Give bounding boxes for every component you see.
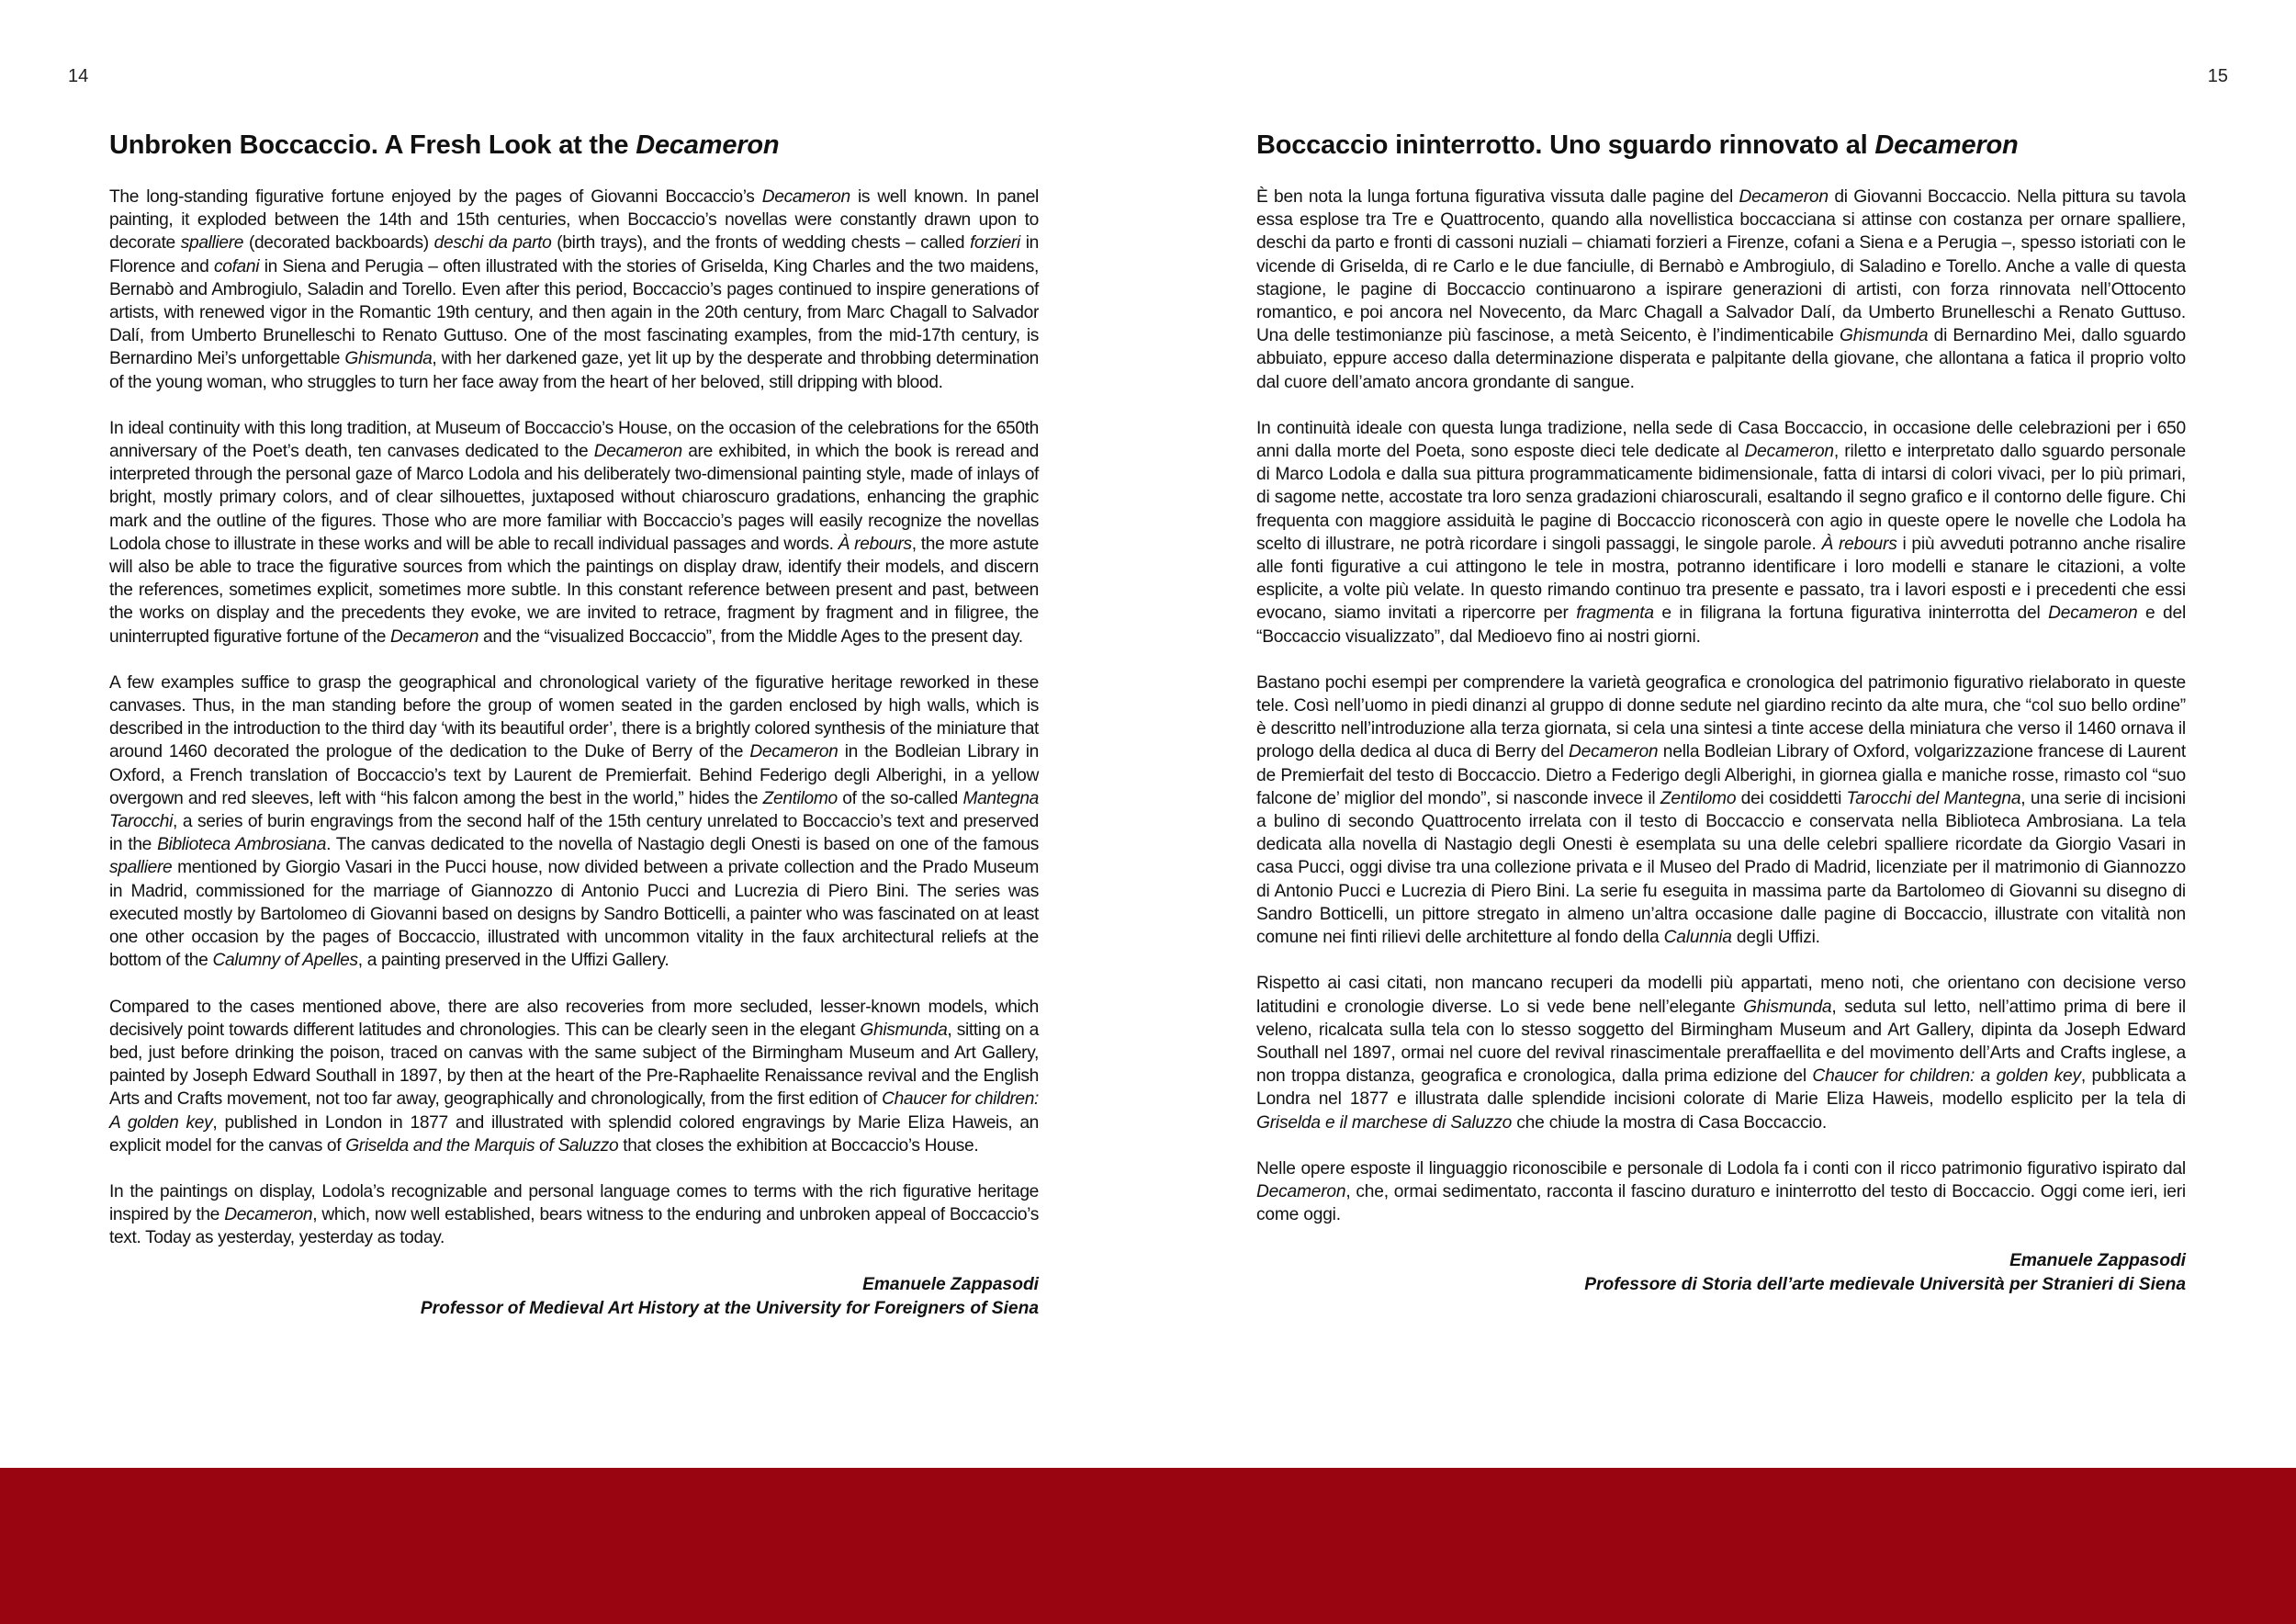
english-text: , with her darkened gaze, yet lit up by the desperate and throbbing determination of the young woman, who struggles to turn her face away from the heart of her beloved, still dripping with blood. (109, 349, 1039, 392)
italian-text: , riletto e interpretato dallo sguardo personale di Marco Lodola e dalla sua pittura programmaticamente bidimensionale, fatta di intarsi di colori vivaci, per lo più primari, di sagome nette, accostate tra loro senza gradazioni chiaroscurali, esaltando il segno grafico e il contorno delle figure. Chi frequenta con maggiore assiduità le pagine di Boccaccio riconoscerà con agio in queste opere le novelle che Lodola ha scelto di illustrare, ne potrà ricordare i singoli passaggi, le singole parole. (1256, 442, 2186, 554)
english-paragraph (109, 671, 1039, 973)
english-text: Compared to the cases mentioned above, there are also recoveries from more secluded, lesser-known models, which decisively point towards different latitudes and chronologies. This can be clearly seen in the elegant (109, 997, 1039, 1040)
english-text: , a series of burin engravings from the second half of the 15th century unrelated to Boccaccio’s text and preserved in the (109, 812, 1039, 855)
english-text: The long-standing figurative fortune enjoyed by the pages of Giovanni Boccaccio’s (109, 187, 762, 207)
english-text: in the Bodleian Library in Oxford, a French translation of Boccaccio’s text by Laurent de Premierfait. Behind Federigo degli Alberighi, in a yellow overgown and red sleeves, left with “his falcon among the best in the world,” hides the (109, 742, 1039, 808)
italian-italic-text: Calunnia (1663, 928, 1732, 948)
italian-text: In continuità ideale con questa lunga tradizione, nella sede di Casa Boccaccio, in occasione delle celebrazioni per i 650 anni dalla morte del Poeta, sono esposte dieci tele dedicate al (1256, 418, 2186, 462)
italian-text: È ben nota la lunga fortuna figurativa vissuta dalle pagine del (1256, 187, 1739, 207)
english-text: of the so-called (837, 788, 963, 808)
english-italic-text: Griselda and the Marquis of Saluzzo (345, 1135, 619, 1156)
english-italic-text: forzieri (970, 233, 1020, 254)
english-title-text: Unbroken Boccaccio. A Fresh Look at the (109, 130, 636, 160)
english-italic-text: Calumny of Apelles (212, 951, 358, 971)
english-text: and the “visualized Boccaccio”, from the Middle Ages to the present day. (478, 626, 1023, 647)
italian-paragraph (1256, 417, 2186, 648)
italian-text: che chiude la mostra di Casa Boccaccio. (1512, 1112, 1828, 1133)
english-italic-text: cofani (214, 256, 260, 276)
italian-text: e in filigrana la fortuna figurativa ininterrotta del (1653, 603, 2049, 624)
italian-title-text: Boccaccio ininterrotto. Uno sguardo rinnovato al (1256, 130, 1875, 160)
page-number-left: 14 (68, 66, 89, 86)
italian-italic-text: Decameron (1569, 742, 1659, 762)
italian-text: Nelle opere esposte il linguaggio riconoscibile e personale di Lodola fa i conti con il ricco patrimonio figurativo ispirato dal (1256, 1158, 2186, 1179)
italian-italic-text: Griselda e il marchese di Saluzzo (1256, 1112, 1513, 1133)
english-paragraph (109, 996, 1039, 1157)
english-text: . The canvas dedicated to the novella of Nastagio degli Onesti is based on one of the famous (326, 835, 1039, 855)
english-italic-text: Biblioteca Ambrosiana (157, 835, 327, 855)
italian-text: nella Bodleian Library of Oxford, volgarizzazione francese di Laurent de Premierfait del testo di Boccaccio. Dietro a Federigo degli Alberighi, in giornea gialla e maniche rosse, rimasto col “suo falcone de’ miglior del mondo”, si nasconde invece il (1256, 742, 2186, 808)
italian-italic-text: Decameron (1739, 187, 1829, 207)
italian-italic-text: Decameron (2048, 603, 2138, 624)
english-text: mentioned by Giorgio Vasari in the Pucci house, now divided between a private collection and the Prado Museum in Madrid, commissioned for the marriage of Giannozzo di Antonio Pucci and Lucrezia di Piero Bini. The series was executed mostly by Bartolomeo di Giovanni based on designs by Sandro Botticelli, a painter who was fascinated on at least one other occasion by the pages of Boccaccio, illustrated with uncommon vitality in the faux architectural reliefs at the bottom of the (109, 858, 1039, 971)
english-text: A few examples suffice to grasp the geographical and chronological variety of the figurative heritage reworked in these canvases. Thus, in the man standing before the group of women seated in the garden enclosed by high walls, which is described in the introduction to the third day ‘with its beautiful order’, there is a brightly colored synthesis of the miniature that around 1460 decorated the prologue of the dedication to the Duke of Berry of the (109, 672, 1039, 762)
italian-text: Rispetto ai casi citati, non mancano recuperi da modelli più appartati, meno noti, che orientano con decisione verso latitudini e cronologie diverse. Lo si vede bene nell’elegante (1256, 974, 2186, 1017)
english-italic-text: Decameron (761, 187, 850, 207)
english-text: that closes the exhibition at Boccaccio’s House. (618, 1135, 979, 1156)
english-text: , published in London in 1877 and illustrated with splendid colored engravings by Marie Eliza Haweis, an explicit model for the canvas of (109, 1112, 1039, 1156)
english-italic-text: Ghismunda (860, 1020, 948, 1040)
italian-italic-text: Decameron (1256, 1181, 1346, 1201)
english-italic-text: Ghismunda (344, 349, 433, 369)
italian-text: , pubblicata a Londra nel 1877 e illustrata dalle splendide incisioni colorate di Marie Eliza Haweis, modello esplicito per la tela di (1256, 1066, 2186, 1110)
english-text: , which, now well established, bears witness to the enduring and unbroken appeal of Boccaccio’s text. Today as yesterday, yesterday as today. (109, 1205, 1039, 1248)
italian-signature (1256, 1249, 2186, 1297)
italian-text: di Bernardino Mei, dallo sguardo abbuiato, eppure acceso dalla determinazione disperata e palpitante della giovane, che allontana a fatica il proprio volto dal cuore dell’amato ancora grondante di sangue. (1256, 326, 2186, 392)
english-paragraph (109, 186, 1039, 394)
english-author-name: Emanuele Zappasodi (862, 1274, 1039, 1294)
page-number-right: 15 (2207, 66, 2228, 86)
italian-text: di Giovanni Boccaccio. Nella pittura su tavola essa esplose tra Tre e Quattrocento, quando alla novellistica boccacciana si attinse con costanza per ornare spalliere, deschi da parto e fronti di cassoni nuziali – chiamati forzieri a Firenze, cofani a Siena e a Perugia –, spesso istoriati con le vicende di Griselda, di re Carlo e le due fanciulle, di Bernabò e Ambrogiulo, di Saladino e Torello. Anche a valle di questa stagione, le pagine di Boccaccio continuarono a ispirare generazioni di artisti, con forza rinnovata nell’Ottocento romantico, e poi ancora nel Novecento, da Marc Chagall a Salvador Dalí, da Umberto Brunelleschi a Renato Guttuso. Una delle testimonianze più fascinose, a metà Seicento, è l’indimenticabile (1256, 187, 2186, 346)
english-text: are exhibited, in which the book is reread and interpreted through the personal gaze of Marco Lodola and his deliberately two-dimensional painting style, made of inlays of bright, mostly primary colors, and of clear silhouettes, juxtaposed without chiaroscuro gradations, enhancing the graphic mark and the outline of the figures. Those who are more familiar with Boccaccio’s pages will easily recognize the novellas Lodola chose to illustrate in these works and will be able to recall individual passages and words. (109, 442, 1039, 554)
italian-italic-text: Ghismunda (1743, 997, 1832, 1017)
english-italic-text: Mantegna Tarocchi (109, 788, 1039, 832)
english-text: (birth trays), and the fronts of wedding chests – called (551, 233, 971, 254)
italian-text: Bastano pochi esempi per comprendere la varietà geografica e cronologica del patrimonio figurativo rielaborato in queste tele. Così nell’uomo in piedi dinanzi al gruppo di donne sedute nel giardino recinto da alte mura, che “col suo bello ordine” è descritto nell’introduzione alla terza giornata, si cela una sintesi a tinte accese della miniatura che verso il 1460 ornava il prologo della dedica al duca di Berry del (1256, 672, 2186, 762)
english-italic-text: Decameron (593, 442, 682, 462)
italian-italic-text: À rebours (1821, 534, 1897, 554)
english-italic-text: Decameron (224, 1205, 313, 1225)
english-text: , a painting preserved in the Uffizi Gallery. (357, 951, 670, 971)
english-italic-text: Chaucer for children: A golden key (109, 1089, 1039, 1133)
english-body (109, 186, 1039, 1250)
english-title (109, 127, 1039, 164)
english-signature (109, 1273, 1039, 1321)
english-author-role: Professor of Medieval Art History at the University for Foreigners of Siena (420, 1298, 1039, 1318)
english-italic-text: spalliere (180, 233, 244, 254)
footer-color-band (0, 1468, 2296, 1624)
italian-author-name: Emanuele Zappasodi (2009, 1251, 2186, 1271)
italian-paragraph (1256, 972, 2186, 1133)
english-text: in Florence and (109, 233, 1039, 276)
italian-italic-text: Tarocchi del Mantegna (1846, 788, 2021, 808)
english-text: (decorated backboards) (243, 233, 434, 254)
italian-text: , che, ormai sedimentato, racconta il fascino duraturo e ininterrotto del testo di Boccaccio. Oggi come ieri, ieri come oggi. (1256, 1181, 2186, 1225)
english-text: , the more astute will also be able to trace the figurative sources from which the paintings on display draw, identify their models, and discern the references, sometimes explicit, sometimes more subtle. In this constant reference between present and past, between the works on display and the precedents they evoke, we are invited to retrace, fragment by fragment and in filigree, the uninterrupted figurative fortune of the (109, 534, 1039, 647)
italian-body (1256, 186, 2186, 1226)
english-text: is well known. In panel painting, it exploded between the 14th and 15th centuries, when Boccaccio’s novellas were constantly drawn upon to decorate (109, 187, 1039, 254)
english-paragraph (109, 417, 1039, 648)
italian-text: , una serie di incisioni a bulino di secondo Quattrocento irrelata con il testo di Boccaccio e conservata nella Biblioteca Ambrosiana. La tela dedicata alla novella di Nastagio degli Onesti è esemplata su una delle celebri spalliere ricordate da Giorgio Vasari in casa Pucci, oggi divise tra una collezione privata e il Museo del Prado di Madrid, licenziate per il matrimonio di Giannozzo di Antonio Pucci e Lucrezia di Piero Bini. La serie fu eseguita in massima parte da Bartolomeo di Giovanni su disegno di Sandro Botticelli, un pittore stregato in almeno un’altra occasione dalle pagine di Boccaccio, illustrate con vitalità non comune nei finti rilievi delle architetture al fondo della (1256, 788, 2186, 948)
english-italic-text: Decameron (390, 626, 479, 647)
italian-author-role: Professore di Storia dell’arte medievale Università per Stranieri di Siena (1584, 1275, 2186, 1295)
italian-title-italic: Decameron (1874, 130, 2019, 160)
english-text: In the paintings on display, Lodola’s recognizable and personal language comes to terms with the rich figurative heritage inspired by the (109, 1181, 1039, 1225)
italian-article (1256, 127, 2186, 1297)
italian-paragraph (1256, 1157, 2186, 1227)
italian-paragraph (1256, 186, 2186, 394)
italian-italic-text: Ghismunda (1840, 326, 1929, 346)
italian-italic-text: fragmenta (1576, 603, 1654, 624)
english-paragraph (109, 1180, 1039, 1250)
italian-paragraph (1256, 671, 2186, 949)
english-italic-text: Zentilomo (762, 788, 838, 808)
italian-text: , seduta sul letto, nell’attimo prima di bere il veleno, ricalcata sulla tela con lo stesso soggetto del Birmingham Museum and Art Gallery, dipinta da Joseph Edward Southall nel 1897, ormai nel cuore del revival rinascimentale preraffaellita e del movimento dell’Arts and Crafts inglese, a non troppa distanza, geografica e cronologica, dalla prima edizione del (1256, 997, 2186, 1087)
english-title-italic: Decameron (636, 130, 780, 160)
english-text: In ideal continuity with this long tradition, at Museum of Boccaccio’s House, on the occasion of the celebrations for the 650th anniversary of the Poet’s death, ten canvases dedicated to the (109, 418, 1039, 462)
english-italic-text: deschi da parto (433, 233, 552, 254)
italian-text: i più avveduti potranno anche risalire alle fonti figurative a cui attingono le tele in mostra, potranno identificare i loro modelli e stanare le citazioni, a volte esplicite, a volte più velate. In questo rimando continuo tra presente e passato, tra i lavori esposti e i precedenti che essi evocano, siamo invitati a ripercorre per (1256, 534, 2186, 624)
italian-title (1256, 127, 2186, 164)
italian-text: degli Uffizi. (1731, 928, 1820, 948)
english-italic-text: À rebours (838, 534, 912, 554)
italian-italic-text: Decameron (1744, 442, 1834, 462)
italian-italic-text: Chaucer for children: a golden key (1812, 1066, 2081, 1087)
english-italic-text: Decameron (749, 742, 838, 762)
italian-text: dei cosiddetti (1736, 788, 1847, 808)
english-article (109, 127, 1039, 1321)
english-italic-text: spalliere (109, 858, 173, 878)
italian-italic-text: Zentilomo (1660, 788, 1737, 808)
english-text: , sitting on a bed, just before drinking the poison, traced on canvas with the same subject of the Birmingham Museum and Art Gallery, painted by Joseph Edward Southall in 1897, by then at the heart of the Pre-Raphaelite Renaissance revival and the English Arts and Crafts movement, not too far away, geographically and chronologically, from the first edition of (109, 1020, 1039, 1110)
english-text: in Siena and Perugia – often illustrated with the stories of Griselda, King Charles and the two maidens, Bernabò and Ambrogiulo, Saladin and Torello. Even after this period, Boccaccio’s pages continued to inspire generations of artists, with renewed vigor in the Romantic 19th century, and then again in the 20th century, from Marc Chagall to Salvador Dalí, from Umberto Brunelleschi to Renato Guttuso. One of the most fascinating examples, from the mid-17th century, is Bernardino Mei’s unforgettable (109, 256, 1040, 369)
italian-text: e del “Boccaccio visualizzato”, dal Medioevo fino ai nostri giorni. (1256, 603, 2187, 647)
